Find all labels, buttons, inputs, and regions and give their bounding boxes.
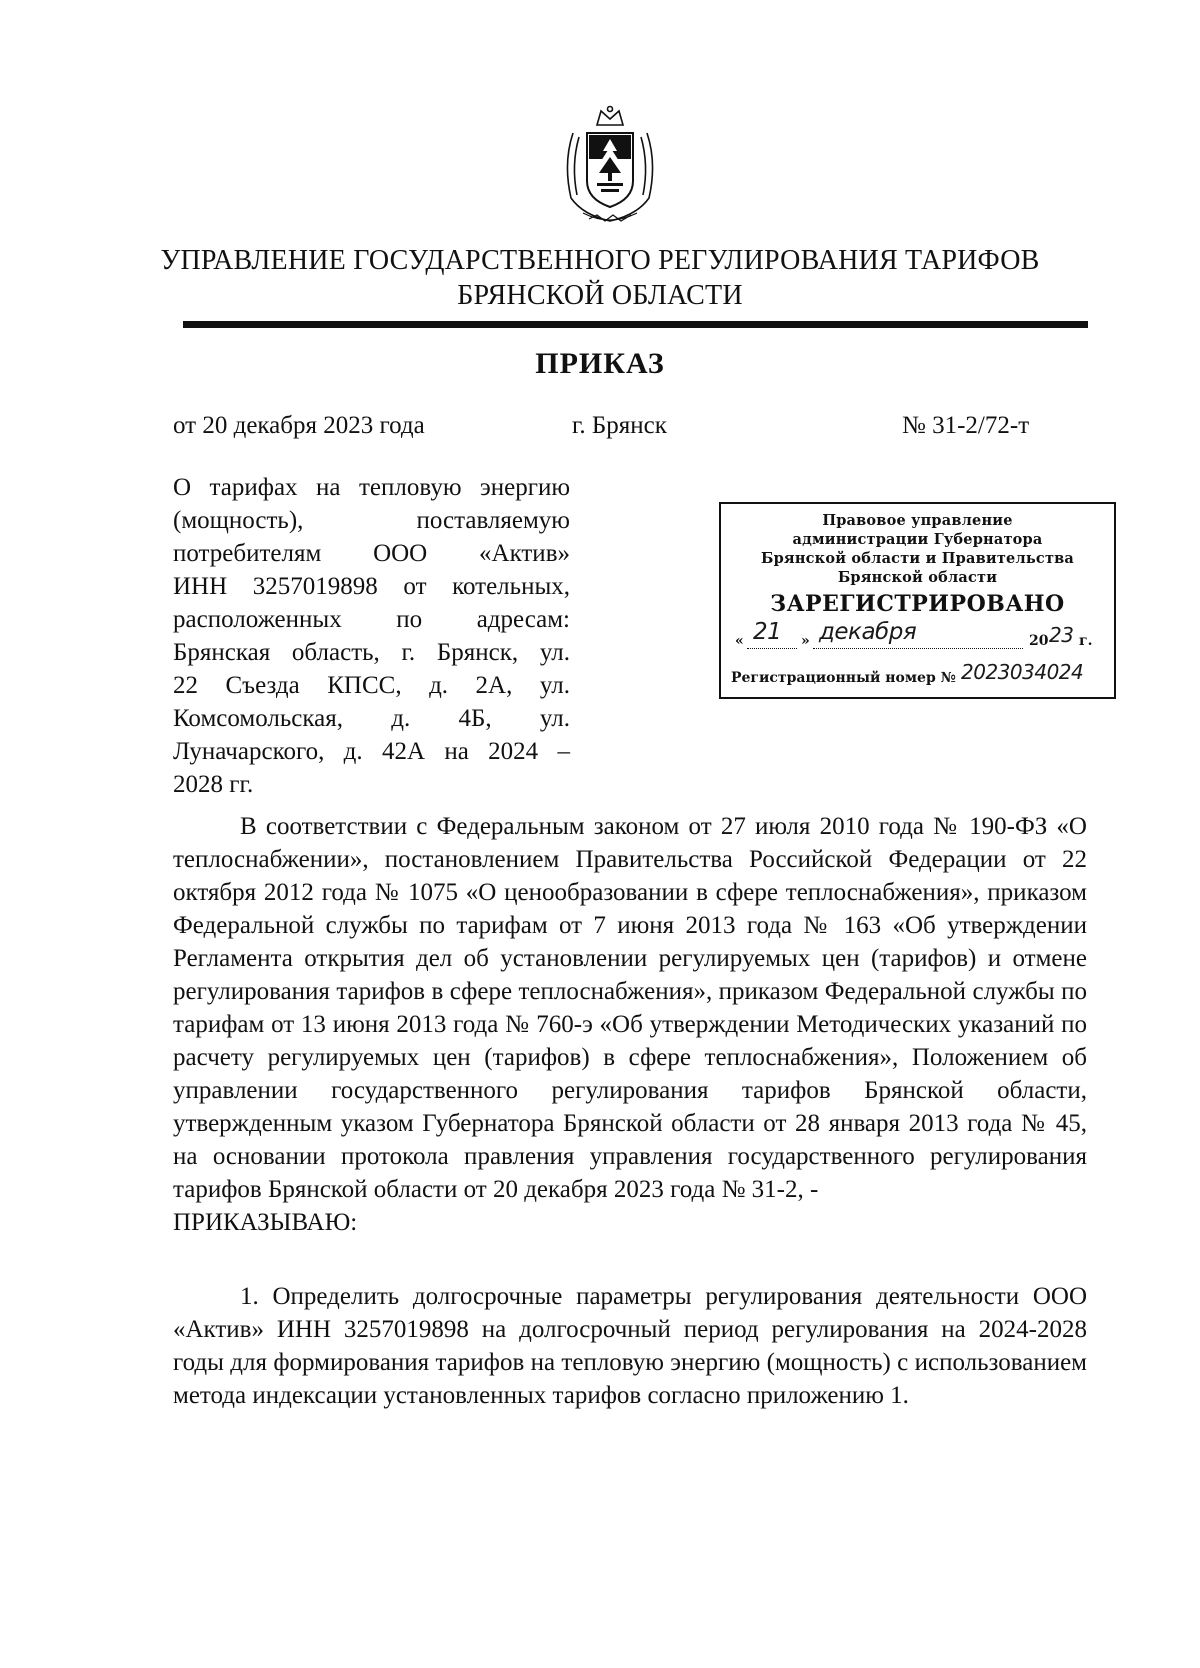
subject-line: ИНН 3257019898 от котельных, xyxy=(173,573,570,600)
stamp-year-prefix: 20 xyxy=(1029,633,1049,649)
stamp-day-line xyxy=(747,648,797,649)
header-divider-thick xyxy=(183,321,1088,328)
stamp-regno-handwritten: 2023034024 xyxy=(961,660,1084,684)
document-city: г. Брянск xyxy=(572,412,667,439)
order-subject xyxy=(173,471,570,801)
order-item-1 xyxy=(173,1280,1087,1412)
subject-line: потребителям ООО «Актив» xyxy=(173,540,570,567)
stamp-month-handwritten: декабря xyxy=(819,619,917,645)
subject-line: Луначарского, д. 42А на 2024 – xyxy=(173,738,570,765)
stamp-authority-line2: администрации Губернатора xyxy=(792,531,1043,548)
stamp-year-end: г. xyxy=(1079,633,1093,649)
order-item-1-text: 1. Определить долгосрочные параметры регулирования деятельности ООО «Актив» ИНН 3257019898 на долгосрочный период регулирования на 2024-2028 годы для формирования тарифов на тепловую энергию (мощность) с использованием метода индексации установленных тарифов согласно приложению 1. xyxy=(173,1283,1087,1409)
document-number: № 31-2/72-т xyxy=(902,412,1030,439)
stamp-status: ЗАРЕГИСТРИРОВАНО xyxy=(770,591,1065,617)
preamble-paragraph xyxy=(173,810,1087,1239)
stamp-date-row xyxy=(733,621,1105,655)
stamp-authority-line1: Правовое управление xyxy=(822,512,1013,529)
subject-line: Комсомольская, д. 4Б, ул. xyxy=(173,705,570,732)
subject-line: расположенных по адресам: xyxy=(173,606,570,633)
stamp-year-handwritten: 23 xyxy=(1049,623,1074,647)
stamp-quote-close: » xyxy=(801,633,810,649)
organization-name-line2: БРЯНСКОЙ ОБЛАСТИ xyxy=(457,280,743,311)
stamp-month-line xyxy=(813,648,1023,649)
subject-line: 2028 гг. xyxy=(173,771,254,798)
stamp-day-handwritten: 21 xyxy=(753,619,782,645)
subject-line: О тарифах на тепловую энергию xyxy=(173,474,570,501)
order-keyword: ПРИКАЗЫВАЮ: xyxy=(173,1209,358,1236)
stamp-regno-row xyxy=(729,662,1109,692)
preamble-text: В соответствии с Федеральным законом от 27 июля 2010 года № 190-ФЗ «О теплоснабжении», постановлением Правительства Российской Федерации от 22 октября 2012 года № 1075 «О ценообразовании в сфере теплоснабжения», приказом Федеральной службы по тарифам от 7 июня 2013 года № 163 «Об утверждении Регламента открытия дел об установлении регулируемых цен (тарифов) и отмене регулирования тарифов в сфере теплоснабжения», приказом Федеральной службы по тарифам от 13 июня 2013 года № 760-э «Об утверждении Методических указаний по расчету регулируемых цен (тарифов) в сфере теплоснабжения», Положением об управлении государственного регулирования тарифов Брянской области, утвержденным указом Губернатора Брянской области от 28 января 2013 года № 45, на основании протокола правления управления государственного регулирования тарифов Брянской области от 20 декабря 2023 года № 31-2, - xyxy=(173,813,1087,1203)
document-type-title: ПРИКАЗ xyxy=(535,347,665,380)
stamp-authority-line4: Брянской области xyxy=(837,569,998,586)
subject-line: 22 Съезда КПСС, д. 2А, ул. xyxy=(173,672,570,699)
subject-line: Брянская область, г. Брянск, ул. xyxy=(173,639,570,666)
registration-stamp xyxy=(719,502,1116,699)
stamp-quote-open: « xyxy=(735,633,744,649)
stamp-regno-label: Регистрационный номер № xyxy=(731,670,956,686)
bryansk-coat-of-arms-icon xyxy=(553,103,667,227)
document-date: от 20 декабря 2023 года xyxy=(173,412,425,439)
stamp-authority-line3: Брянской области и Правительства xyxy=(760,550,1075,567)
subject-line: (мощность), поставляемую xyxy=(173,507,570,534)
organization-name-line1: УПРАВЛЕНИЕ ГОСУДАРСТВЕННОГО РЕГУЛИРОВАНИЯ ТАРИФОВ xyxy=(160,245,1040,276)
